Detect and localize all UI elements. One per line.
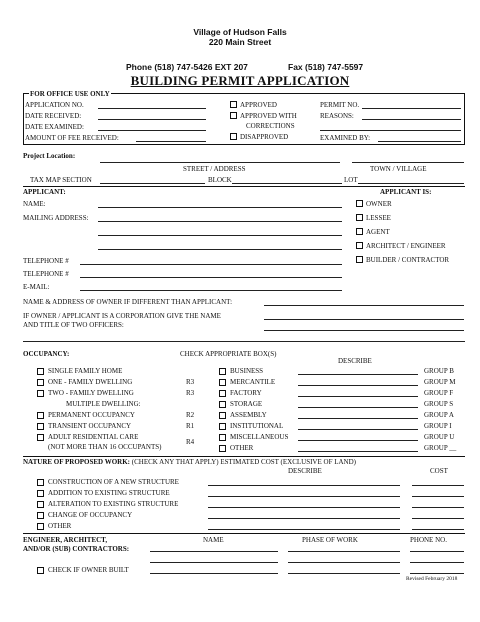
name-label: NAME: bbox=[23, 200, 46, 208]
work-describe-label: DESCRIBE bbox=[288, 467, 322, 475]
examined-by-label: EXAMINED BY: bbox=[320, 134, 371, 142]
block-field[interactable] bbox=[232, 183, 342, 184]
contractor-phone-field[interactable] bbox=[410, 573, 464, 574]
owner-checkbox[interactable] bbox=[356, 200, 363, 207]
phone-number: Phone (518) 747-5426 EXT 207 bbox=[126, 62, 248, 72]
corporation-label-1: IF OWNER / APPLICANT IS A CORPORATION GIVE THE NAME bbox=[23, 312, 221, 320]
street-label: STREET / ADDRESS bbox=[183, 165, 246, 173]
approved-label: APPROVED bbox=[240, 101, 277, 109]
occupancy-code: R3 bbox=[186, 378, 195, 386]
occupancy-middle-label: FACTORY bbox=[230, 389, 262, 397]
occupancy-code: R3 bbox=[186, 389, 195, 397]
owner-built-checkbox[interactable] bbox=[37, 567, 44, 574]
contractor-phone-field[interactable] bbox=[410, 562, 464, 563]
occupancy-middle-label: BUSINESS bbox=[230, 367, 264, 375]
one-family-checkbox[interactable] bbox=[37, 379, 44, 386]
describe-field[interactable] bbox=[298, 385, 418, 386]
contractor-name-field[interactable] bbox=[150, 551, 278, 552]
mercantile-checkbox[interactable] bbox=[219, 379, 226, 386]
contractor-phase-field[interactable] bbox=[288, 551, 400, 552]
tax-map-label: TAX MAP SECTION bbox=[30, 176, 92, 184]
reasons-field-2[interactable] bbox=[320, 130, 461, 131]
approved-with-checkbox[interactable] bbox=[230, 112, 237, 119]
architect-label: ARCHITECT / ENGINEER bbox=[366, 242, 446, 250]
describe-field[interactable] bbox=[298, 440, 418, 441]
adult-residential-checkbox[interactable] bbox=[37, 434, 44, 441]
contractor-phase-field[interactable] bbox=[288, 562, 400, 563]
lessee-checkbox[interactable] bbox=[356, 214, 363, 221]
page-title: BUILDING PERMIT APPLICATION bbox=[130, 73, 350, 88]
work-item-label: OTHER bbox=[48, 522, 72, 530]
occupancy-left-label: ADULT RESIDENTIAL CARE bbox=[48, 433, 139, 441]
occupancy-middle-label: MISCELLANEOUS bbox=[230, 433, 289, 441]
telephone-field-1[interactable] bbox=[80, 264, 342, 265]
work-cost-field[interactable] bbox=[412, 529, 464, 530]
contractor-name-field[interactable] bbox=[150, 573, 278, 574]
section-divider bbox=[23, 533, 465, 534]
mailing-address-field[interactable] bbox=[98, 221, 342, 222]
corporation-field-2[interactable] bbox=[264, 330, 464, 331]
application-no-field[interactable] bbox=[98, 108, 206, 109]
work-heading-rest: (CHECK ANY THAT APPLY) ESTIMATED COST (EXCLUSIVE OF LAND) bbox=[131, 458, 356, 466]
work-item-label: ALTERATION TO EXISTING STRUCTURE bbox=[48, 500, 179, 508]
contractors-heading-2: AND/OR (SUB) CONTRACTORS: bbox=[23, 545, 130, 553]
project-location-label: Project Location: bbox=[23, 152, 76, 160]
agent-label: AGENT bbox=[366, 228, 390, 236]
owner-different-label: NAME & ADDRESS OF OWNER IF DIFFERENT THAN APPLICANT: bbox=[23, 298, 233, 306]
corrections-label: CORRECTIONS bbox=[246, 122, 295, 130]
group-label: GROUP __ bbox=[424, 444, 457, 452]
fax-number: Fax (518) 747-5597 bbox=[288, 62, 364, 72]
builder-label: BUILDER / CONTRACTOR bbox=[366, 256, 450, 264]
occupancy-describe-label: DESCRIBE bbox=[338, 357, 372, 365]
occupancy-left-label: (NOT MORE THAN 16 OCCUPANTS) bbox=[48, 443, 162, 451]
work-cost-field[interactable] bbox=[412, 518, 464, 519]
mailing-address-field-2[interactable] bbox=[98, 235, 342, 236]
corporation-field-3[interactable] bbox=[23, 341, 465, 342]
examined-by-field[interactable] bbox=[378, 141, 461, 142]
single-family-checkbox[interactable] bbox=[37, 368, 44, 375]
telephone-field-2[interactable] bbox=[80, 277, 342, 278]
owner-different-field[interactable] bbox=[264, 305, 464, 306]
mailing-address-label: MAILING ADDRESS: bbox=[23, 214, 89, 222]
group-label: GROUP U bbox=[424, 433, 455, 441]
occupancy-left-label: MULTIPLE DWELLING: bbox=[66, 400, 141, 408]
addition-checkbox[interactable] bbox=[37, 490, 44, 497]
contractor-name-field[interactable] bbox=[150, 562, 278, 563]
date-examined-label: DATE EXAMINED: bbox=[25, 123, 84, 131]
group-label: GROUP A bbox=[424, 411, 454, 419]
occupancy-middle-label: OTHER bbox=[230, 444, 254, 452]
work-cost-field[interactable] bbox=[412, 496, 464, 497]
date-received-label: DATE RECEIVED: bbox=[25, 112, 82, 120]
approved-with-label: APPROVED WITH bbox=[240, 112, 297, 120]
institutional-checkbox[interactable] bbox=[219, 423, 226, 430]
contractor-phase-field[interactable] bbox=[288, 573, 400, 574]
describe-field[interactable] bbox=[298, 374, 418, 375]
lot-field[interactable] bbox=[358, 183, 464, 184]
corporation-label-2: AND TITLE OF TWO OFFICERS: bbox=[23, 321, 124, 329]
contractor-phase-label: PHASE OF WORK bbox=[302, 536, 358, 544]
mailing-address-field-3[interactable] bbox=[98, 249, 342, 250]
group-label: GROUP B bbox=[424, 367, 454, 375]
describe-field[interactable] bbox=[298, 407, 418, 408]
owner-label: OWNER bbox=[366, 200, 392, 208]
occupancy-middle-label: MERCANTILE bbox=[230, 378, 276, 386]
transient-occupancy-checkbox[interactable] bbox=[37, 423, 44, 430]
lot-label: LOT bbox=[344, 176, 358, 184]
town-field[interactable] bbox=[352, 162, 464, 163]
office-use-heading: FOR OFFICE USE ONLY bbox=[30, 90, 110, 98]
permit-no-field[interactable] bbox=[362, 108, 461, 109]
work-cost-field[interactable] bbox=[412, 507, 464, 508]
occupancy-middle-label: INSTITUTIONAL bbox=[230, 422, 284, 430]
village-address: 220 Main Street bbox=[208, 37, 272, 47]
block-label: BLOCK bbox=[208, 176, 232, 184]
contractor-phone-label: PHONE NO. bbox=[410, 536, 447, 544]
change-occupancy-checkbox[interactable] bbox=[37, 512, 44, 519]
date-examined-field[interactable] bbox=[98, 130, 206, 131]
disapproved-label: DISAPPROVED bbox=[240, 133, 289, 141]
describe-field[interactable] bbox=[298, 451, 418, 452]
occupancy-heading: OCCUPANCY: bbox=[23, 350, 70, 358]
fee-label: AMOUNT OF FEE RECEIVED: bbox=[25, 134, 119, 142]
disapproved-checkbox[interactable] bbox=[230, 133, 237, 140]
reasons-label: REASONS: bbox=[320, 112, 354, 120]
contractor-phone-field[interactable] bbox=[410, 551, 464, 552]
builder-checkbox[interactable] bbox=[356, 256, 363, 263]
occupancy-left-label: ONE - FAMILY DWELLING bbox=[48, 378, 133, 386]
fee-field[interactable] bbox=[136, 141, 206, 142]
email-field[interactable] bbox=[80, 290, 342, 291]
work-heading-row bbox=[23, 458, 356, 466]
alteration-checkbox[interactable] bbox=[37, 501, 44, 508]
storage-checkbox[interactable] bbox=[219, 401, 226, 408]
two-family-checkbox[interactable] bbox=[37, 390, 44, 397]
owner-built-label: CHECK IF OWNER BUILT bbox=[48, 566, 129, 574]
work-heading: NATURE OF PROPOSED WORK: bbox=[23, 458, 131, 466]
section-divider bbox=[23, 456, 465, 457]
occupancy-code: R4 bbox=[186, 438, 195, 446]
work-item-label: CHANGE OF OCCUPANCY bbox=[48, 511, 133, 519]
occupancy-left-label: TWO - FAMILY DWELLING bbox=[48, 389, 134, 397]
town-label: TOWN / VILLAGE bbox=[370, 165, 427, 173]
occupancy-left-label: SINGLE FAMILY HOME bbox=[48, 367, 123, 375]
new-structure-checkbox[interactable] bbox=[37, 479, 44, 486]
permanent-occupancy-checkbox[interactable] bbox=[37, 412, 44, 419]
business-checkbox[interactable] bbox=[219, 368, 226, 375]
name-field[interactable] bbox=[98, 207, 342, 208]
tax-map-field[interactable] bbox=[100, 183, 205, 184]
agent-checkbox[interactable] bbox=[356, 228, 363, 235]
telephone-label-2: TELEPHONE # bbox=[23, 270, 69, 278]
email-label: E-MAIL: bbox=[23, 283, 50, 291]
assembly-checkbox[interactable] bbox=[219, 412, 226, 419]
describe-field[interactable] bbox=[298, 429, 418, 430]
other-occupancy-checkbox[interactable] bbox=[219, 445, 226, 452]
corporation-field-1[interactable] bbox=[264, 319, 464, 320]
work-cost-field[interactable] bbox=[412, 485, 464, 486]
occupancy-middle-label: ASSEMBLY bbox=[230, 411, 267, 419]
work-describe-field[interactable] bbox=[208, 507, 400, 508]
architect-checkbox[interactable] bbox=[356, 242, 363, 249]
occupancy-left-label: TRANSIENT OCCUPANCY bbox=[48, 422, 132, 430]
street-field[interactable] bbox=[100, 162, 340, 163]
village-name: Village of Hudson Falls bbox=[193, 27, 287, 37]
work-item-label: ADDITION TO EXISTING STRUCTURE bbox=[48, 489, 170, 497]
applicant-is-heading: APPLICANT IS: bbox=[380, 188, 432, 196]
factory-checkbox[interactable] bbox=[219, 390, 226, 397]
miscellaneous-checkbox[interactable] bbox=[219, 434, 226, 441]
work-describe-field[interactable] bbox=[208, 529, 400, 530]
group-label: GROUP F bbox=[424, 389, 454, 397]
work-item-label: CONSTRUCTION OF A NEW STRUCTURE bbox=[48, 478, 179, 486]
reasons-field[interactable] bbox=[362, 119, 461, 120]
lessee-label: LESSEE bbox=[366, 214, 391, 222]
date-received-field[interactable] bbox=[98, 119, 206, 120]
work-describe-field[interactable] bbox=[208, 518, 400, 519]
occupancy-left-label: PERMANENT OCCUPANCY bbox=[48, 411, 135, 419]
group-label: GROUP S bbox=[424, 400, 454, 408]
contractor-name-label: NAME bbox=[203, 536, 224, 544]
group-label: GROUP M bbox=[424, 378, 456, 386]
work-cost-label: COST bbox=[430, 467, 448, 475]
applicant-heading: APPLICANT: bbox=[23, 188, 66, 196]
work-describe-field[interactable] bbox=[208, 496, 400, 497]
describe-field[interactable] bbox=[298, 396, 418, 397]
check-appropriate-label: CHECK APPROPRIATE BOX(S) bbox=[180, 350, 277, 358]
section-divider bbox=[23, 186, 465, 187]
telephone-label-1: TELEPHONE # bbox=[23, 257, 69, 265]
permit-no-label: PERMIT NO. bbox=[320, 101, 360, 109]
work-describe-field[interactable] bbox=[208, 485, 400, 486]
group-label: GROUP I bbox=[424, 422, 452, 430]
revised-date: Revised February 2018 bbox=[406, 576, 458, 582]
contractors-heading-1: ENGINEER, ARCHITECT, bbox=[23, 536, 108, 544]
approved-checkbox[interactable] bbox=[230, 101, 237, 108]
other-work-checkbox[interactable] bbox=[37, 523, 44, 530]
occupancy-middle-label: STORAGE bbox=[230, 400, 263, 408]
describe-field[interactable] bbox=[298, 418, 418, 419]
occupancy-code: R2 bbox=[186, 411, 195, 419]
occupancy-code: R1 bbox=[186, 422, 195, 430]
application-no-label: APPLICATION NO. bbox=[25, 101, 84, 109]
